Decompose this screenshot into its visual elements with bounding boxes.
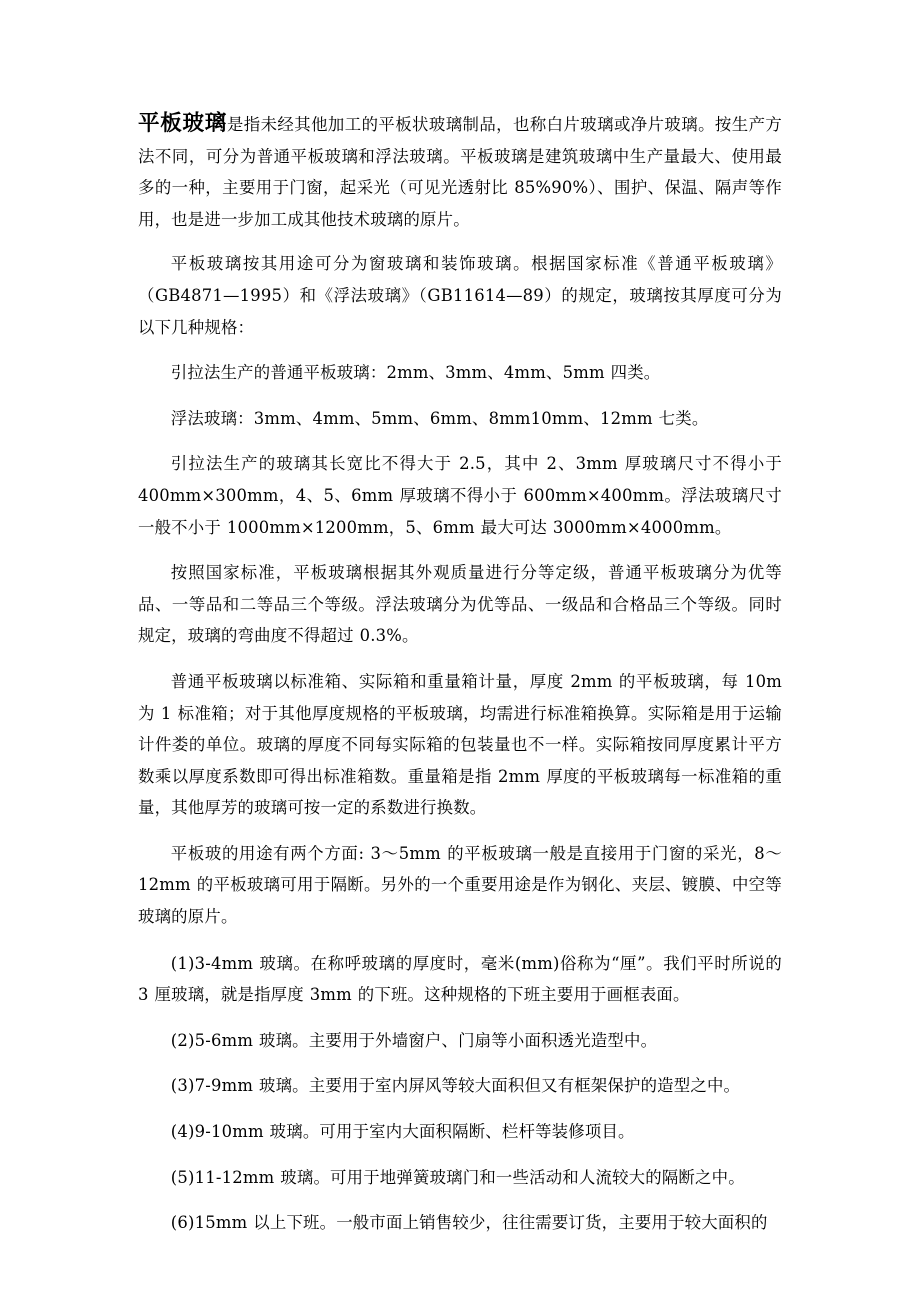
list-item: (6)15mm 以上下班。一般市面上销售较少，往往需要订货，主要用于较大面积的 [170, 1213, 768, 1233]
list-item: (5)11-12mm 玻璃。可用于地弹簧玻璃门和一些活动和人流较大的隔断之中。 [170, 1167, 745, 1187]
paragraph-drawn-spec: 引拉法生产的普通平板玻璃：2mm、3mm、4mm、5mm 四类。 [170, 363, 661, 383]
list-item: (4)9-10mm 玻璃。可用于室内大面积隔断、栏杆等装修项目。 [170, 1122, 635, 1142]
paragraph-intro [138, 108, 782, 235]
paragraph-classification: 平板玻璃按其用途可分为窗玻璃和装饰玻璃。根据国家标准《普通平板玻璃》（GB4871—1995）和《浮法玻璃》（GB11614—89）的规定，玻璃按其厚度可分为以下几种规格： [138, 254, 782, 337]
paragraph-dimensions: 引拉法生产的玻璃其长宽比不得大于 2.5，其中 2、3mm 厚玻璃尺寸不得小于 400mm×300mm，4、5、6mm 厚玻璃不得小于 600mm×400mm。浮法玻璃尺寸一般不小于 1000mm×1200mm，5、6mm 最大可达 3000mm×4000mm。 [138, 454, 782, 537]
document-title-run: 平板玻璃 [138, 111, 227, 136]
list-item: (3)7-9mm 玻璃。主要用于室内屏风等较大面积但又有框架保护的造型之中。 [170, 1076, 741, 1096]
list-item: (2)5-6mm 玻璃。主要用于外墙窗户、门扇等小面积透光造型中。 [170, 1030, 658, 1050]
document-body [138, 108, 782, 1253]
list-item: (1)3-4mm 玻璃。在称呼玻璃的厚度时，毫米(mm)俗称为“厘”。我们平时所说的 3 厘玻璃，就是指厚度 3mm 的下班。这种规格的下班主要用于画框表面。 [138, 953, 782, 1005]
paragraph-intro-text: 是指未经其他加工的平板状玻璃制品，也称白片玻璃或净片玻璃。按生产方法不同，可分为普通平板玻璃和浮法玻璃。平板玻璃是建筑玻璃中生产量最大、使用最多的一种，主要用于门窗，起采光（可见光透射比 85%90%）、围护、保温、隔声等作用，也是进一步加工成其他技术玻璃的原片。 [138, 115, 782, 229]
paragraph-grading: 按照国家标准，平板玻璃根据其外观质量进行分等定级，普通平板玻璃分为优等品、一等品和二等品三个等级。浮法玻璃分为优等品、一级品和合格品三个等级。同时规定，玻璃的弯曲度不得超过 0.3%。 [138, 563, 782, 646]
paragraph-applications: 平板玻的用途有两个方面: 3～5mm 的平板玻璃一般是直接用于门窗的采光，8～12mm 的平板玻璃可用于隔断。另外的一个重要用途是作为钢化、夹层、镀膜、中空等玻璃的原片。 [138, 843, 782, 927]
paragraph-measurement: 普通平板玻璃以标准箱、实际箱和重量箱计量，厚度 2mm 的平板玻璃，每 10m 为 1 标准箱；对于其他厚度规格的平板玻璃，均需进行标准箱换算。实际箱是用于运输计件娄的单位。玻璃的厚度不同每实际箱的包装量也不一样。实际箱按同厚度累计平方数乘以厚度系数即可得出标准箱数。重量箱是指 2mm 厚度的平板玻璃每一标准箱的重量，其他厚芳的玻璃可按一定的系数进行换数。 [138, 671, 782, 818]
paragraph-float-spec: 浮法玻璃：3mm、4mm、5mm、6mm、8mm10mm、12mm 七类。 [170, 408, 709, 428]
